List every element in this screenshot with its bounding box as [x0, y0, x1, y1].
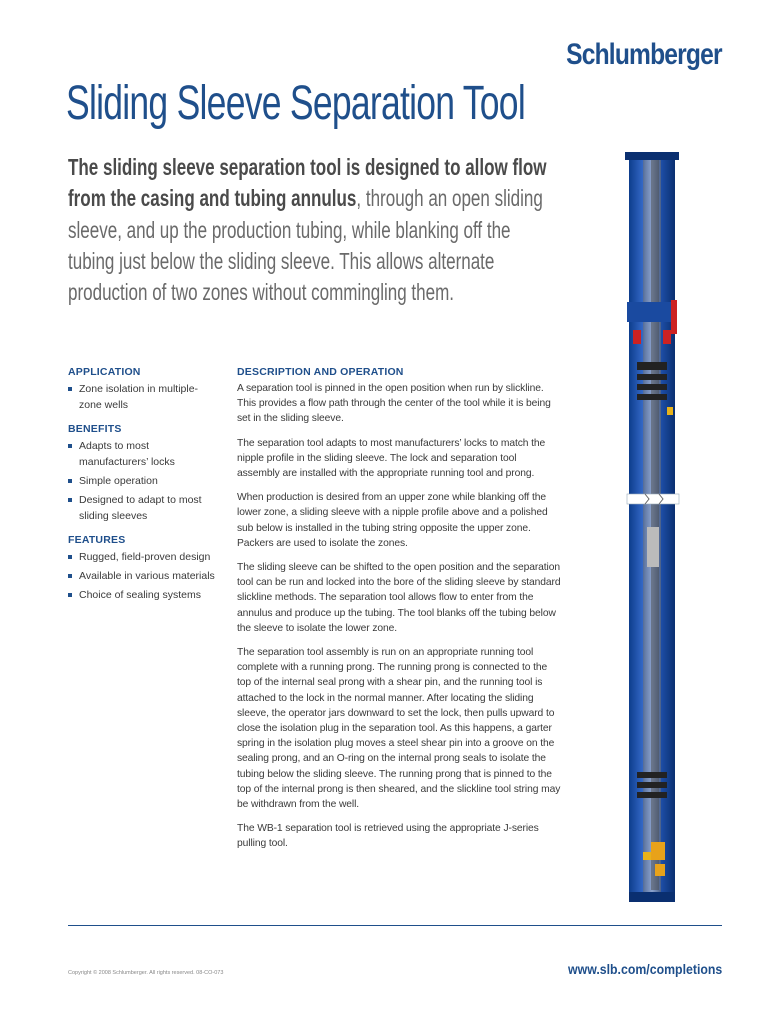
application-list [68, 381, 218, 413]
description-paragraph: When production is desired from an upper zone while blanking off the lower zone, a sliding sleeve with a nipple profile above and a polished sub below is installed in the tubing string opposite the upper zone. Packers are used to isolate the zones. [237, 492, 548, 549]
separation-tool-illustration [615, 152, 691, 902]
intro-rest-text: , through an open sliding sleeve, and up the production tubing, while blanking off the tubing just below the sliding sleeve. This allows alternate production of two zones without commingling them. [68, 185, 543, 306]
benefits-item: Simple operation [68, 473, 218, 489]
features-heading: FEATURES [68, 534, 126, 546]
description-paragraph: The sliding sleeve can be shifted to the open position and the separation tool can be run and locked into the bore of the sliding sleeve by standard slickline methods. The separation tool allows flow to enter from the annulus and produce up the tubing. The tool blanks off the tubing below the sleeve to isolate the lower zone. [237, 562, 561, 634]
schlumberger-logo: Schlumberger [566, 38, 722, 71]
features-list [68, 549, 218, 603]
features-item: Available in various materials [68, 568, 218, 584]
intro-paragraph [68, 152, 556, 308]
left-column [68, 366, 218, 613]
description-paragraph: The separation tool assembly is run on an appropriate running tool complete with a running prong. The running prong is connected to the top of the internal seal prong with a shear pin, and the running tool is attached to the lock in the normal manner. After locating the sliding sleeve, the operator jars downward to set the lock, then pulls upward to close the isolation plug in the separation tool. As this happens, a garter spring in the isolation plug moves a steel shear pin into a groove on the sealing prong, and an O-ring on the internal prong seals to isolate the tubing below the sliding sleeve. The running prong that is pinned to the top of the internal prong is then sheared, and the slickline tool string may be withdrawn from the well. [237, 647, 561, 811]
benefits-list [68, 438, 218, 524]
description-paragraph: The separation tool adapts to most manufacturers’ locks to match the nipple profile in the sliding sleeve. The lock and separation tool assembly are installed with the appropriate running tool and prong. [237, 437, 546, 480]
description-heading: DESCRIPTION AND OPERATION [237, 366, 404, 378]
website-link[interactable]: www.slb.com/completions [567, 961, 722, 977]
footer-divider [68, 925, 722, 926]
intro-bold-text: The sliding sleeve separation tool is designed to allow flow from the casing and tubing annulus [68, 154, 547, 212]
description-paragraph: A separation tool is pinned in the open position when run by slickline. This provides a flow path through the center of the tool while it is being set in the sliding sleeve. [237, 383, 551, 425]
description-column [237, 366, 561, 861]
page-title: Sliding Sleeve Separation Tool [66, 77, 525, 130]
features-item: Choice of sealing systems [68, 587, 218, 603]
features-item: Rugged, field-proven design [68, 549, 218, 565]
benefits-item: Designed to adapt to most sliding sleeves [68, 492, 209, 524]
description-paragraph: The WB-1 separation tool is retrieved using the appropriate J-series pulling tool. [237, 823, 539, 850]
copyright-text: Copyright © 2008 Schlumberger. All rights reserved. 08-CO-073 [68, 970, 224, 976]
benefits-heading: BENEFITS [68, 423, 122, 435]
application-item: Zone isolation in multiple-zone wells [68, 381, 209, 413]
application-heading: APPLICATION [68, 366, 141, 378]
benefits-item: Adapts to most manufacturers’ locks [68, 438, 209, 470]
